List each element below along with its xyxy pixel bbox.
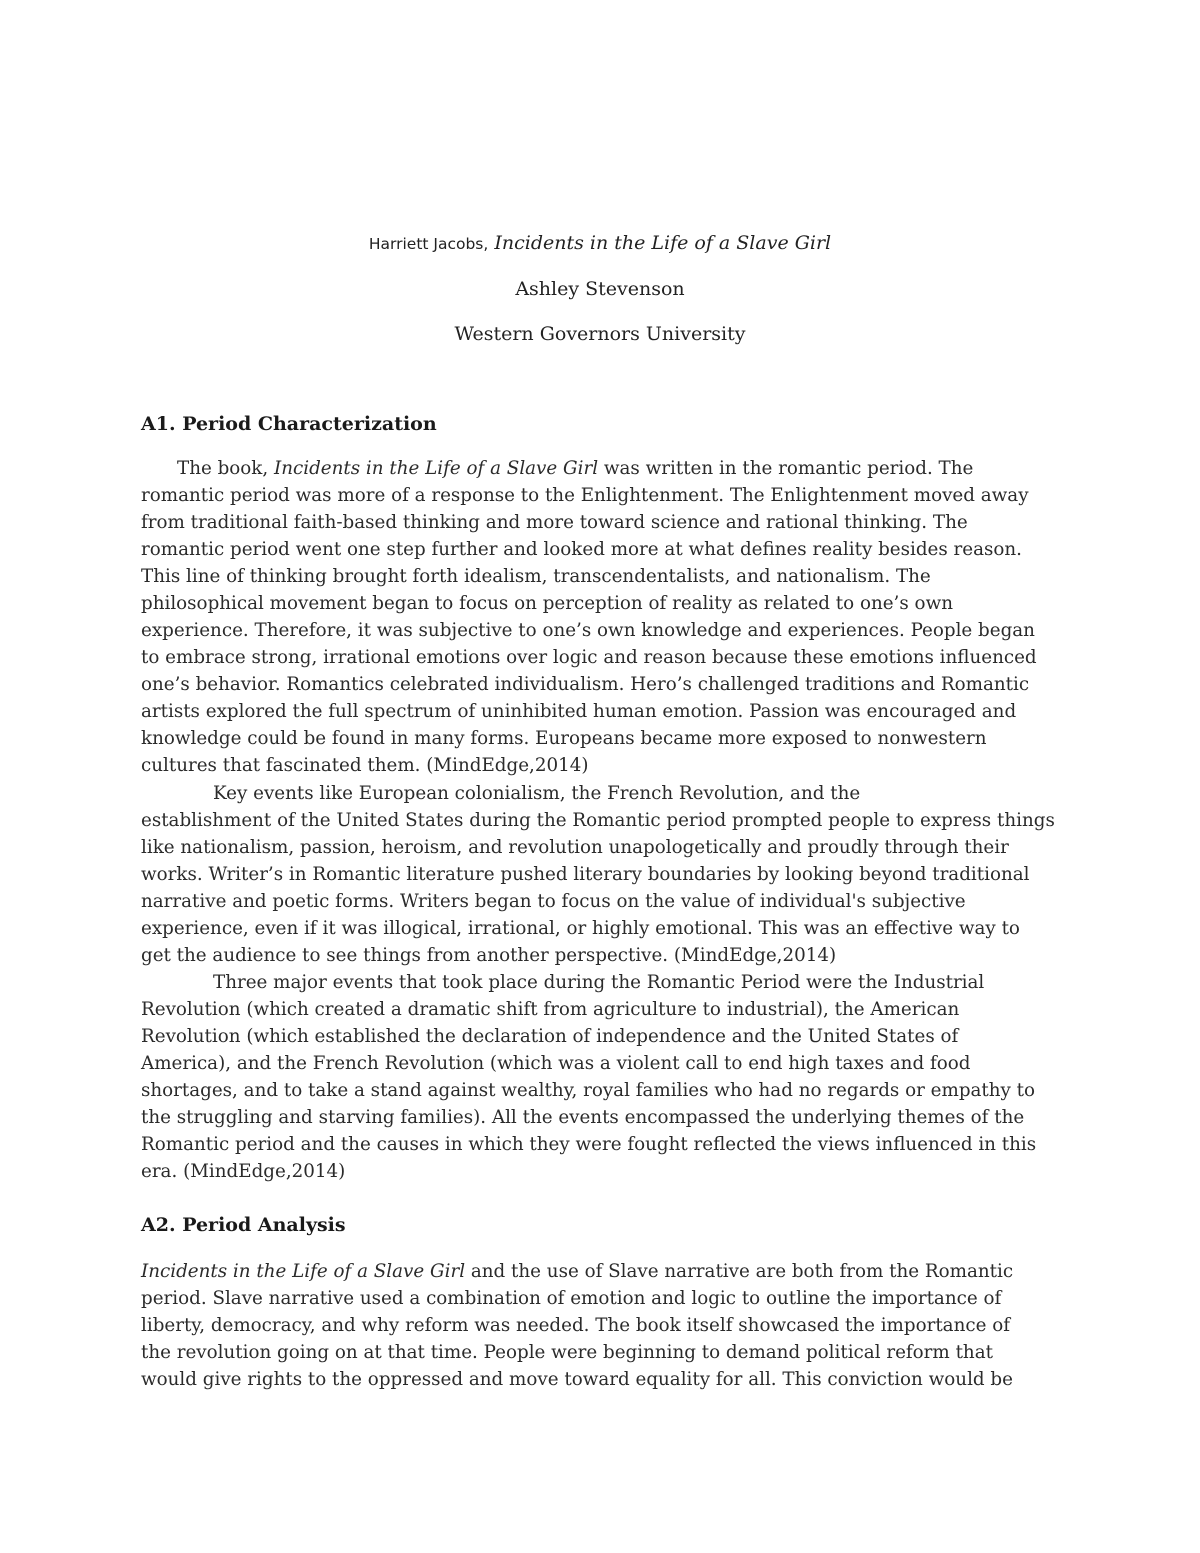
text-line: Three major events that took place during the Romantic Period were the Industrial (213, 972, 985, 993)
text-span: was written in the romantic period. The (598, 458, 974, 479)
text-span: and the use of Slave narrative are both from the Romantic (465, 1261, 1014, 1282)
text-line: artists explored the full spectrum of uninhibited human emotion. Passion was encouraged and (141, 701, 1017, 722)
text-line: experience, even if it was illogical, irrational, or highly emotional. This was an effective way to (141, 918, 1020, 939)
text-line: shortages, and to take a stand against wealthy, royal families who had no regards or empathy to (141, 1080, 1036, 1101)
text-line: experience. Therefore, it was subjective to one’s own knowledge and experiences. People began (141, 620, 1035, 641)
text-line: era. (MindEdge,2014) (141, 1161, 346, 1182)
text-line: America), and the French Revolution (which was a violent call to end high taxes and food (141, 1053, 971, 1074)
student-name: Ashley Stevenson (515, 278, 685, 300)
institution-name: Western Governors University (454, 323, 746, 345)
paragraph-a1-3 (141, 969, 1071, 1185)
text-line: one’s behavior. Romantics celebrated individualism. Hero’s challenged traditions and Romantic (141, 674, 1030, 695)
text-line: get the audience to see things from another perspective. (MindEdge,2014) (141, 945, 837, 966)
text-span: The book, (177, 458, 275, 479)
text-line: liberty, democracy, and why reform was needed. The book itself showcased the importance of (141, 1315, 1010, 1336)
text-line: philosophical movement began to focus on perception of reality as related to one’s own (141, 593, 953, 614)
text-line: romantic period was more of a response to the Enlightenment. The Enlightenment moved away (141, 485, 1029, 506)
book-title-inline: Incidents in the Life of a Slave Girl (141, 1261, 466, 1282)
section-heading-a2: A2. Period Analysis (141, 1214, 346, 1236)
text-line: works. Writer’s in Romantic literature pushed literary boundaries by looking beyond traditional (141, 864, 1030, 885)
text-line: This line of thinking brought forth idealism, transcendentalists, and nationalism. The (141, 566, 931, 587)
book-title-inline: Incidents in the Life of a Slave Girl (274, 458, 599, 479)
text-line: establishment of the United States during the Romantic period prompted people to express things (141, 810, 1055, 831)
paragraph-a2-1 (141, 1258, 1071, 1393)
book-title: Incidents in the Life of a Slave Girl (494, 232, 832, 254)
text-line: the revolution going on at that time. People were beginning to demand political reform that (141, 1342, 993, 1363)
author-name: Harriett Jacobs, (368, 235, 489, 253)
title-line (0, 232, 1200, 254)
text-line (141, 455, 1071, 482)
text-line: Romantic period and the causes in which they were fought reflected the views influenced in this (141, 1134, 1037, 1155)
text-line: Key events like European colonialism, the French Revolution, and the (213, 783, 861, 804)
text-line: knowledge could be found in many forms. Europeans became more exposed to nonwestern (141, 728, 987, 749)
text-line: from traditional faith-based thinking and more toward science and rational thinking. The (141, 512, 968, 533)
section-heading-a1: A1. Period Characterization (141, 413, 437, 435)
text-line: romantic period went one step further and looked more at what defines reality besides reason. (141, 539, 1022, 560)
text-line: period. Slave narrative used a combination of emotion and logic to outline the importance of (141, 1288, 1002, 1309)
text-line: narrative and poetic forms. Writers began to focus on the value of individual's subjective (141, 891, 966, 912)
paragraph-a1-2 (141, 780, 1071, 969)
paragraph-a1-1 (141, 455, 1071, 779)
text-line: to embrace strong, irrational emotions over logic and reason because these emotions influenced (141, 647, 1037, 668)
text-line: Revolution (which created a dramatic shift from agriculture to industrial), the American (141, 999, 960, 1020)
text-line: the struggling and starving families). All the events encompassed the underlying themes of the (141, 1107, 1025, 1128)
text-line: would give rights to the oppressed and move toward equality for all. This conviction would be (141, 1369, 1013, 1390)
text-line: like nationalism, passion, heroism, and revolution unapologetically and proudly through their (141, 837, 1009, 858)
text-line: cultures that fascinated them. (MindEdge,2014) (141, 755, 589, 776)
text-line: Revolution (which established the declaration of independence and the United States of (141, 1026, 959, 1047)
text-line (141, 1258, 1071, 1285)
